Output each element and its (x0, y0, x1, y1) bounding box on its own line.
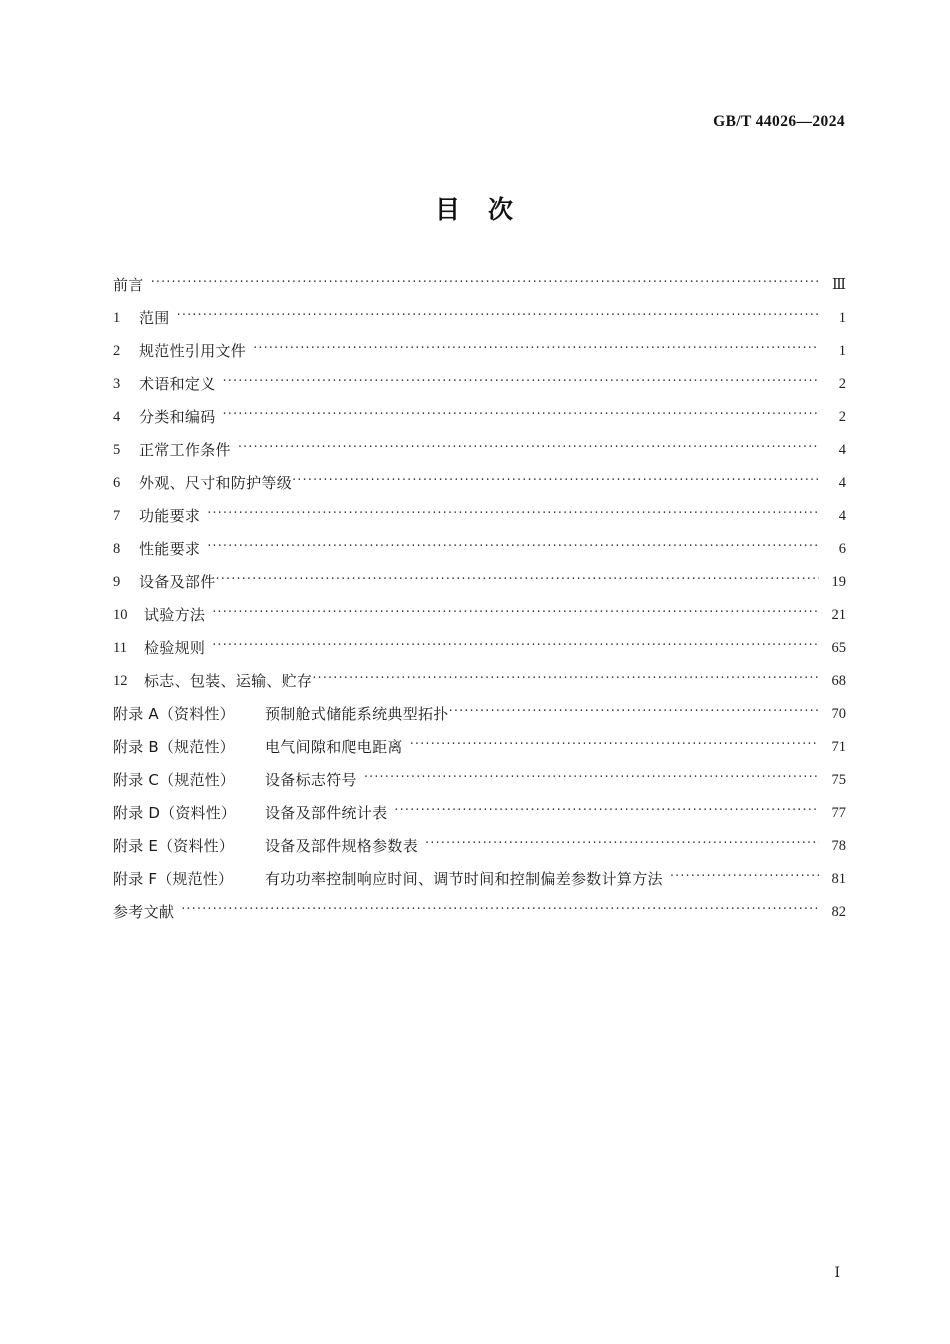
toc-entry-page-number: 4 (838, 475, 846, 491)
toc-entry-label: 电气间隙和爬电距离 (265, 738, 403, 756)
toc-dot-leader (253, 342, 819, 357)
toc-dot-leader (223, 375, 819, 390)
toc-dot-leader (449, 705, 819, 720)
toc-entry[interactable] (113, 526, 846, 559)
toc-dot-leader (410, 738, 819, 753)
toc-entry-label: 设备标志符号 (265, 771, 357, 789)
toc-entry[interactable] (113, 724, 846, 757)
toc-entry-annex-tag: 附录 F（规范性） (113, 870, 234, 888)
toc-entry-page-number: 75 (831, 772, 846, 788)
toc-entry-number: 8 (113, 541, 121, 557)
toc-entry-label: 检验规则 (144, 639, 206, 657)
toc-entry[interactable] (113, 757, 846, 790)
toc-dot-leader (238, 441, 819, 456)
toc-entry[interactable] (113, 592, 846, 625)
toc-entry-annex-tag: 附录 B（规范性） (113, 738, 235, 756)
toc-entry-label: 参考文献 (113, 903, 175, 921)
toc-entry-page-number: 77 (831, 805, 846, 821)
standard-number-header: GB/T 44026—2024 (713, 113, 845, 130)
toc-dot-leader (207, 540, 819, 555)
toc-entry-label: 预制舱式储能系统典型拓扑 (265, 705, 449, 723)
toc-dot-leader (670, 870, 819, 885)
toc-entry[interactable] (113, 460, 846, 493)
toc-entry[interactable] (113, 361, 846, 394)
toc-entry-page-number: 78 (831, 838, 846, 854)
toc-entry-label: 分类和编码 (139, 408, 216, 426)
toc-entry-label: 有功功率控制响应时间、调节时间和控制偏差参数计算方法 (265, 870, 663, 888)
toc-entry-label: 前言 (113, 276, 144, 294)
toc-entry-number: 1 (113, 310, 121, 326)
toc-dot-leader (223, 408, 819, 423)
toc-entry-label: 性能要求 (139, 540, 201, 558)
toc-dot-leader (181, 903, 819, 918)
toc-entry[interactable] (113, 889, 846, 922)
toc-entry-label: 外观、尺寸和防护等级 (139, 474, 293, 492)
toc-entry-page-number: 65 (831, 640, 846, 656)
toc-dot-leader (216, 573, 819, 588)
toc-dot-leader (212, 606, 819, 621)
toc-entry-number: 3 (113, 376, 121, 392)
toc-entry[interactable] (113, 559, 846, 592)
toc-entry-page-number: 19 (831, 574, 846, 590)
toc-entry-label: 范围 (139, 309, 170, 327)
toc-dot-leader (425, 837, 819, 852)
toc-dot-leader (292, 474, 819, 489)
toc-entry-annex-tag: 附录 C（规范性） (113, 771, 236, 789)
toc-entry[interactable] (113, 691, 846, 724)
toc-entry-label: 设备及部件统计表 (265, 804, 388, 822)
toc-entry-page-number: 82 (831, 904, 846, 920)
toc-dot-leader (394, 804, 819, 819)
toc-entry-number: 10 (113, 607, 128, 623)
toc-entry-label: 规范性引用文件 (139, 342, 247, 360)
toc-entry-number: 6 (113, 475, 121, 491)
toc-entry-page-number: 1 (838, 310, 846, 326)
toc-entry[interactable] (113, 625, 846, 658)
toc-entry-page-number: 1 (838, 343, 846, 359)
toc-entry-page-number: 4 (838, 442, 846, 458)
toc-entry-label: 正常工作条件 (139, 441, 231, 459)
toc-entry[interactable] (113, 295, 846, 328)
toc-entry-number: 4 (113, 409, 121, 425)
toc-entry-label: 术语和定义 (139, 375, 216, 393)
page-title-char-2: 次 (488, 195, 516, 224)
toc-entry-page-number: 71 (831, 739, 846, 755)
toc-entry-label: 功能要求 (139, 507, 201, 525)
toc-dot-leader (212, 639, 819, 654)
toc-entry-page-number: Ⅲ (832, 277, 846, 293)
toc-dot-leader (207, 507, 819, 522)
toc-entry[interactable] (113, 328, 846, 361)
toc-entry[interactable] (113, 262, 846, 295)
toc-entry[interactable] (113, 790, 846, 823)
page-title-char-1: 目 (434, 195, 462, 224)
toc-entry-label: 设备及部件规格参数表 (265, 837, 419, 855)
toc-dot-leader (364, 771, 819, 786)
toc-entry-page-number: 68 (831, 673, 846, 689)
toc-entry-page-number: 2 (838, 376, 846, 392)
toc-entry-number: 11 (113, 640, 127, 656)
toc-entry-page-number: 4 (838, 508, 846, 524)
toc-entry[interactable] (113, 658, 846, 691)
toc-entry-label: 设备及部件 (139, 573, 216, 591)
toc-entry-page-number: 70 (831, 706, 846, 722)
table-of-contents (113, 262, 846, 922)
toc-dot-leader (312, 672, 819, 687)
toc-entry[interactable] (113, 493, 846, 526)
toc-entry-page-number: 6 (838, 541, 846, 557)
toc-entry[interactable] (113, 427, 846, 460)
toc-entry-annex-tag: 附录 E（资料性） (113, 837, 235, 855)
toc-entry[interactable] (113, 856, 846, 889)
toc-entry-number: 5 (113, 442, 121, 458)
toc-entry-number: 7 (113, 508, 121, 524)
page-title (0, 190, 950, 226)
toc-entry-number: 12 (113, 673, 128, 689)
toc-entry[interactable] (113, 394, 846, 427)
toc-dot-leader (151, 276, 819, 291)
footer-page-number: Ⅰ (834, 1266, 840, 1281)
toc-entry-page-number: 2 (838, 409, 846, 425)
toc-entry-label: 试验方法 (144, 606, 206, 624)
toc-entry[interactable] (113, 823, 846, 856)
toc-entry-annex-tag: 附录 A（资料性） (113, 705, 235, 723)
toc-entry-number: 2 (113, 343, 121, 359)
toc-entry-number: 9 (113, 574, 121, 590)
toc-dot-leader (177, 309, 819, 324)
toc-entry-page-number: 81 (831, 871, 846, 887)
toc-entry-label: 标志、包装、运输、贮存 (144, 672, 313, 690)
toc-entry-annex-tag: 附录 D（资料性） (113, 804, 237, 822)
toc-entry-page-number: 21 (831, 607, 846, 623)
